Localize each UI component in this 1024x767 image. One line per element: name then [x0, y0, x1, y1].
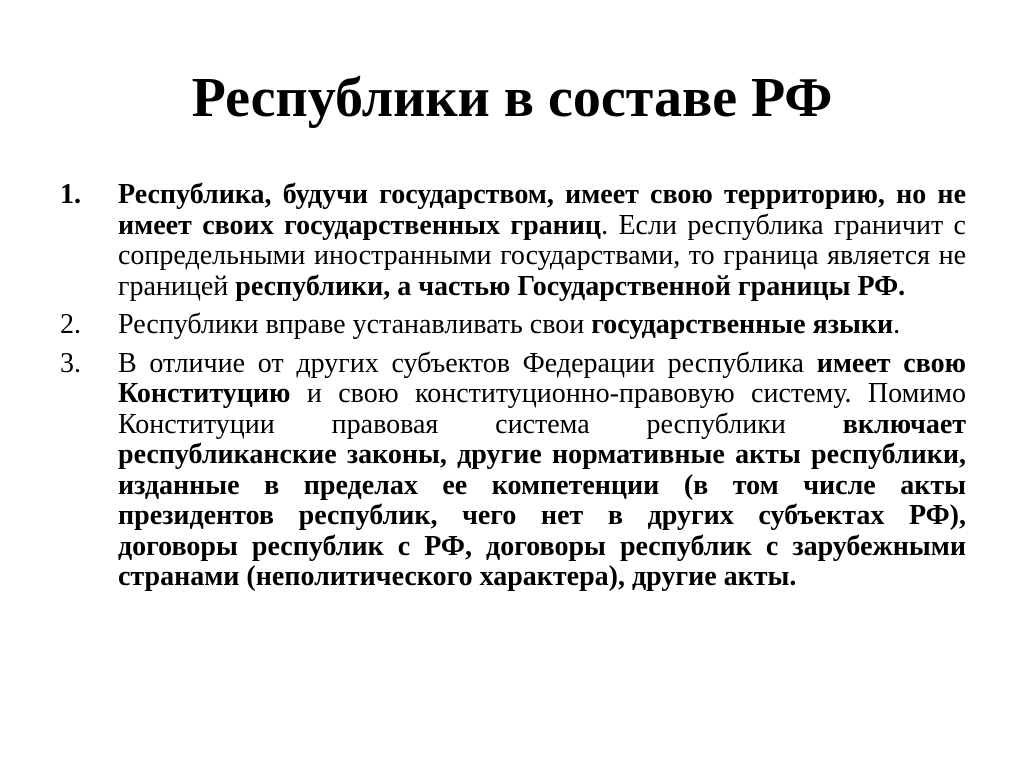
item-text-segment: В отличие от других субъектов Федерации республика	[118, 347, 817, 379]
list-item-number: 3.	[60, 347, 81, 379]
item-text-segment: .	[893, 309, 901, 340]
list-item-2	[60, 310, 966, 341]
list-item-1	[60, 180, 966, 302]
item-text-segment: и свою конституционно-правовую систему. Помимо Конституции правовая система республики	[118, 378, 966, 440]
item-text-segment: . Если республика граничит с сопредельными иностранными государствами, то граница является не границей	[118, 209, 966, 302]
list-item-number: 1.	[60, 179, 81, 210]
item-text-segment: республики, а частью Государственной границы РФ.	[235, 270, 906, 302]
item-text-segment: имеет свою Конституцию	[118, 347, 966, 409]
item-text-segment: государственные языки	[591, 309, 894, 340]
item-text-segment: включает республиканские законы, другие нормативные акты республики, изданные в пределах ее компетенции (в том числе акты президентов республик, чего нет в других субъектах РФ), договоры республик с РФ, договоры республик с зарубежными странами (неполитического характера), другие акты.	[118, 408, 966, 592]
list-item-number: 2.	[60, 309, 81, 340]
item-text-segment: Республика, будучи государством, имеет свою территорию, но не имеет своих государственных границ	[118, 179, 966, 241]
numbered-list	[60, 180, 966, 601]
list-item-3	[60, 349, 966, 593]
item-text-segment: Республики вправе устанавливать свои	[118, 309, 592, 340]
slide-title: Республики в составе РФ	[191, 67, 833, 129]
